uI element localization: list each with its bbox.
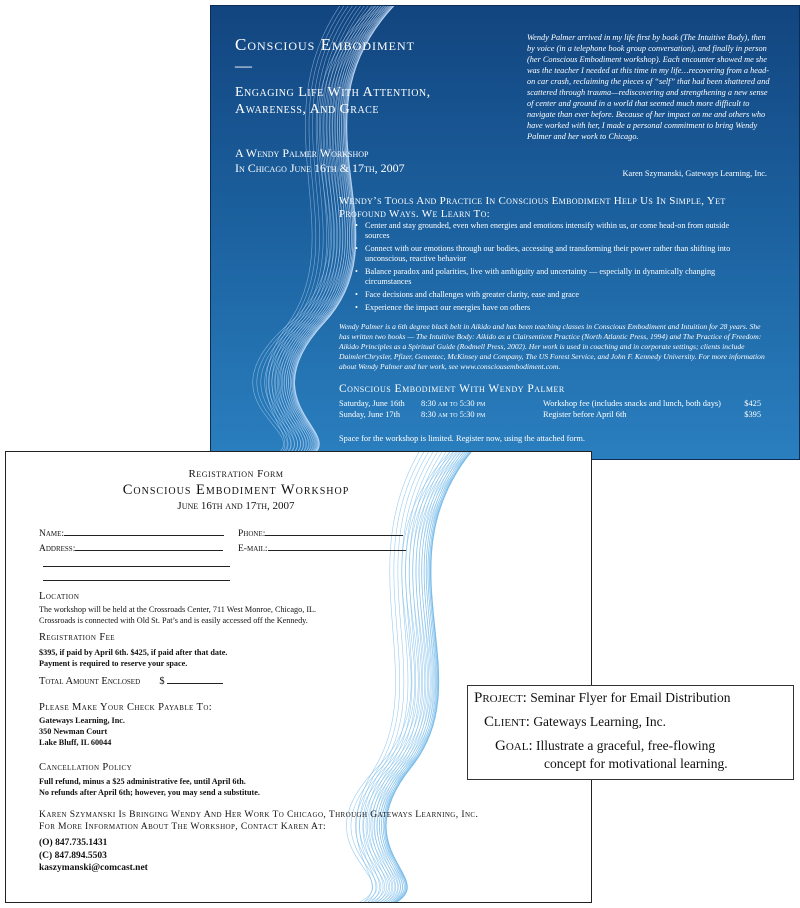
- location-line-1: The workshop will be held at the Crossroads Center, 711 West Monroe, Chicago, IL.: [39, 605, 317, 614]
- form-title: Registration Form: [188, 468, 284, 480]
- cancellation-line-2: No refunds after April 6th; however, you may send a substitute.: [39, 788, 260, 797]
- phone-label: Phone:: [238, 529, 266, 539]
- cancellation-text: [39, 776, 459, 798]
- check-line: Lake Bluff, IL 60044: [39, 738, 112, 747]
- schedule-price: $425: [744, 399, 761, 408]
- location-heading: Location: [39, 591, 80, 602]
- email-field[interactable]: [238, 541, 406, 554]
- goal-row-2: [544, 756, 728, 772]
- testimonial-quote: Wendy Palmer arrived in my life first by book (The Intuitive Body), then by voice (in a telephone book group conversation), and finally in person (her Conscious Embodiment workshop). Each encounter showed me she was the teacher I needed at this time in my life…recovering from a head-on car crash, reclaiming the pieces of “self” that had been shattered and scattered through trauma—rediscovering and strengthening a new sense of center and ground in a world that seemed much more difficult to navigate than ever before. Because of her impact on me and others who have worked with her, I made a personal commitment to bring Wendy Palmer and her work to Chicago.: [527, 33, 770, 141]
- location-line-2: Crossroads is connected with Old St. Pat’s and is easily accessed off the Kennedy.: [39, 616, 308, 625]
- name-label: Name:: [39, 529, 65, 539]
- contact-email: kaszymanski@comcast.net: [39, 863, 148, 873]
- list-item: • Experience the impact our energies have on others: [353, 303, 753, 313]
- flyer-title: Conscious Embodiment —: [235, 35, 415, 75]
- client-label: Client:: [484, 714, 530, 730]
- total-label: Total Amount Enclosed: [39, 676, 141, 687]
- total-amount-field[interactable]: [39, 674, 223, 687]
- cancellation-line-1: Full refund, minus a $25 administrative fee, until April 6th.: [39, 777, 246, 786]
- goal-row: [495, 738, 715, 755]
- workshop-line-2: In Chicago June 16th & 17th, 2007: [235, 161, 405, 175]
- schedule-row: [339, 409, 769, 420]
- list-item: • Face decisions and challenges with greater clarity, ease and grace: [353, 290, 753, 300]
- goal-label: Goal:: [495, 738, 533, 754]
- schedule-time: 8:30 am to 5:30 pm: [421, 399, 486, 408]
- check-heading: Please Make Your Check Payable To:: [39, 702, 213, 713]
- form-workshop-name: Conscious Embodiment Workshop: [122, 482, 350, 498]
- total-line[interactable]: [167, 674, 223, 684]
- ribbon-line: [351, 452, 458, 902]
- karen-info: [39, 809, 579, 833]
- schedule-row: [339, 398, 769, 409]
- workshop-line-1: A Wendy Palmer Workshop: [235, 146, 369, 160]
- flyer-page: [210, 5, 800, 460]
- phone-field[interactable]: [238, 526, 403, 539]
- total-currency: $: [159, 676, 165, 687]
- tools-list: [353, 221, 753, 316]
- check-line: Gateways Learning, Inc.: [39, 716, 125, 725]
- schedule-table: [339, 398, 769, 420]
- project-value: Seminar Flyer for Email Distribution: [530, 690, 731, 705]
- list-item: • Connect with our emotions through our bodies, accessing and transforming their power rather than shifting into unconscious, reactive behavior: [353, 244, 753, 264]
- schedule-desc: Register before April 6th: [543, 410, 627, 419]
- karen-line-1: Karen Szymanski Is Bringing Wendy And Her Work To Chicago, Through Gateways Learning, Inc.: [39, 809, 479, 820]
- office-phone: (O) 847.735.1431: [39, 838, 108, 848]
- email-label: E-mail:: [238, 544, 268, 554]
- name-field[interactable]: [39, 526, 224, 539]
- ribbon-line: [379, 452, 474, 902]
- form-dates: June 16th and 17th, 2007: [177, 500, 295, 512]
- flyer-subtitle: Engaging Life With Attention, Awareness, And Grace: [235, 85, 431, 117]
- fee-line-1: $395, if paid by April 6th. $425, if paid after that date.: [39, 648, 228, 657]
- karen-line-2: For More Information About The Workshop, Contact Karen At:: [39, 821, 327, 832]
- schedule-day: Sunday, June 17th: [339, 410, 401, 419]
- check-line: 350 Newman Court: [39, 727, 108, 736]
- bio-paragraph: Wendy Palmer is a 6th degree black belt in Aikido and has been teaching classes in Conscious Embodiment and Intuition for 28 years. She has written two books — The Intuitive Body: Aikido as a Clairsentient Practice (North Atlantic Press, 1994) and The Practice of Freedom: Aikido Principles as a Spiritual Guide (Rodmell Press, 2002). Her work is used in coaching and in corporate settings; clients include DaimlerChrysler, Pfizer, Genentec, McKinsey and Company, The US Forest Service, and John F. Kennedy University. For more information about Wendy Palmer and her work, see www.consciousembodiment.com.: [339, 322, 765, 371]
- cancellation-heading: Cancellation Policy: [39, 762, 133, 773]
- cell-phone: (C) 847.894.5503: [39, 850, 107, 861]
- address-field[interactable]: [39, 541, 223, 554]
- list-item: • Center and stay grounded, even when energies and emotions intensify within us, or come head-on from outside sources: [353, 221, 753, 241]
- project-info-box: [467, 685, 794, 780]
- client-value: Gateways Learning, Inc.: [533, 714, 667, 729]
- contact-info: [39, 837, 148, 875]
- schedule-price: $395: [744, 410, 761, 419]
- goal-value-2: concept for motivational learning.: [544, 756, 728, 771]
- schedule-day: Saturday, June 16th: [339, 399, 405, 408]
- name-line[interactable]: [64, 526, 224, 536]
- fee-text: [39, 647, 459, 669]
- project-label: Project:: [474, 690, 527, 706]
- space-note: Space for the workshop is limited. Register now, using the attached form.: [339, 434, 585, 443]
- list-item: • Balance paradox and polarities, live with ambiguity and uncertainty — especially in dynamically changing circumstances: [353, 267, 753, 287]
- ribbon-line: [377, 452, 474, 902]
- address-line-2[interactable]: [43, 566, 230, 567]
- testimonial-attribution: Karen Szymanski, Gateways Learning, Inc.: [622, 169, 767, 178]
- goal-value-1: Illustrate a graceful, free-flowing: [535, 738, 716, 753]
- ribbon-line: [371, 452, 471, 902]
- registration-form-page: [5, 451, 592, 903]
- phone-line[interactable]: [265, 526, 403, 536]
- schedule-desc: Workshop fee (includes snacks and lunch, both days): [543, 399, 721, 408]
- email-line[interactable]: [268, 541, 406, 551]
- project-row: [474, 690, 730, 707]
- ribbon-line: [383, 452, 475, 902]
- schedule-time: 8:30 am to 5:30 pm: [421, 410, 486, 419]
- tools-heading: Wendy’s Tools And Practice In Conscious Embodiment Help Us In Simple, Yet Profound Ways. We Learn To:: [339, 195, 726, 220]
- fee-heading: Registration Fee: [39, 632, 115, 643]
- ribbon-line: [356, 452, 422, 902]
- address-line[interactable]: [75, 541, 223, 551]
- address-line-3[interactable]: [43, 580, 230, 581]
- address-label: Address:: [39, 544, 76, 554]
- check-address: [39, 715, 459, 748]
- fee-line-2: Payment is required to reserve your space.: [39, 659, 188, 668]
- client-row: [484, 714, 666, 731]
- schedule-heading: Conscious Embodiment With Wendy Palmer: [339, 383, 565, 395]
- workshop-info: [235, 146, 485, 176]
- location-text: [39, 604, 459, 626]
